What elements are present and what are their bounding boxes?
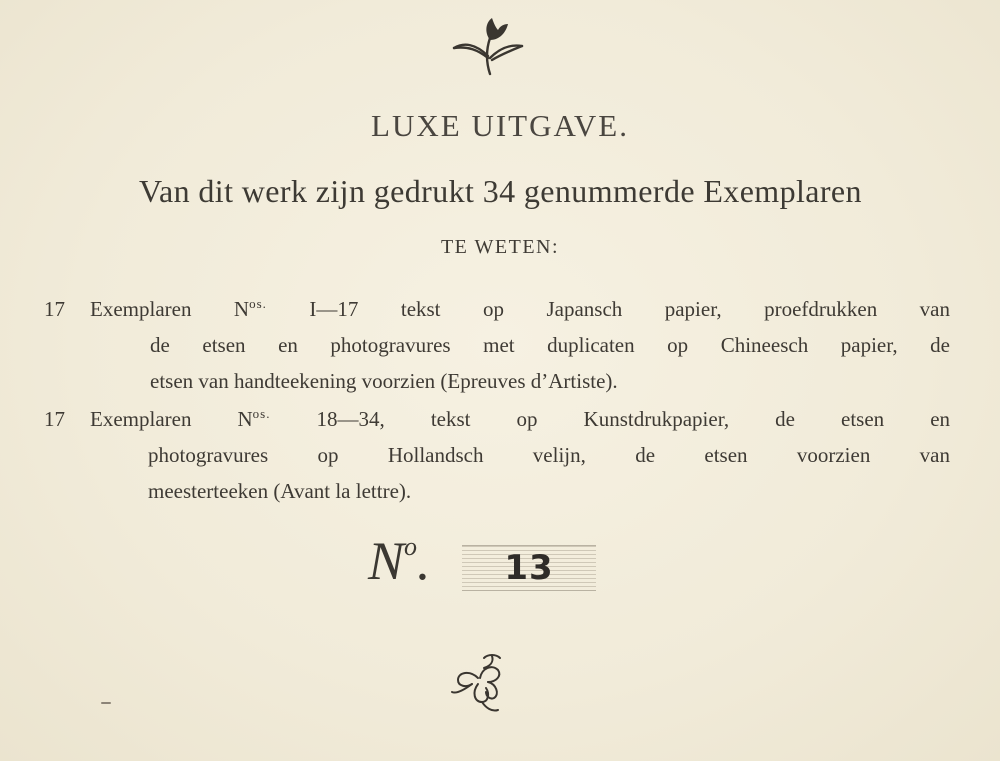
page-title: LUXE UITGAVE. xyxy=(371,108,629,143)
number-label: $N^o$. xyxy=(368,531,431,591)
entry-count: 17 xyxy=(44,297,65,321)
intro-text: Van dit werk zijn gedrukt 34 genummerde Exemplaren xyxy=(139,173,862,209)
edition-entry-1 xyxy=(44,286,950,399)
entry-text: I—17 tekst op Japansch papier, proefdrukken van xyxy=(309,297,950,321)
subheading: TE WETEN: xyxy=(440,236,560,258)
entry-count: 17 xyxy=(44,407,65,431)
copy-number xyxy=(368,530,608,600)
entry-label: Exemplaren N xyxy=(90,297,250,321)
edition-entry-2 xyxy=(44,396,950,509)
number-value: 13 xyxy=(504,548,554,588)
ink-speck xyxy=(101,702,111,704)
entry-text: 18—34, tekst op Kunstdrukpapier, de etsen en xyxy=(316,407,951,431)
entry-line xyxy=(44,396,950,437)
entry-label-sup: os. xyxy=(252,406,271,421)
number-stamp-field xyxy=(462,545,596,591)
clover-flower-icon xyxy=(448,648,512,718)
entry-line: photogravures op Hollandsch velijn, de etsen voorzien van xyxy=(148,443,950,467)
tulip-flower-icon xyxy=(446,12,526,78)
entry-line: de etsen en photogravures met duplicaten op Chineesch papier, de xyxy=(150,333,950,357)
entry-label: Exemplaren N xyxy=(90,407,253,431)
entry-line xyxy=(44,286,950,327)
entry-line: etsen van handteekening voorzien (Epreuves d’Artiste). xyxy=(150,369,618,393)
entry-line: meesterteeken (Avant la lettre). xyxy=(148,479,412,503)
entry-label-sup: os. xyxy=(249,296,267,311)
